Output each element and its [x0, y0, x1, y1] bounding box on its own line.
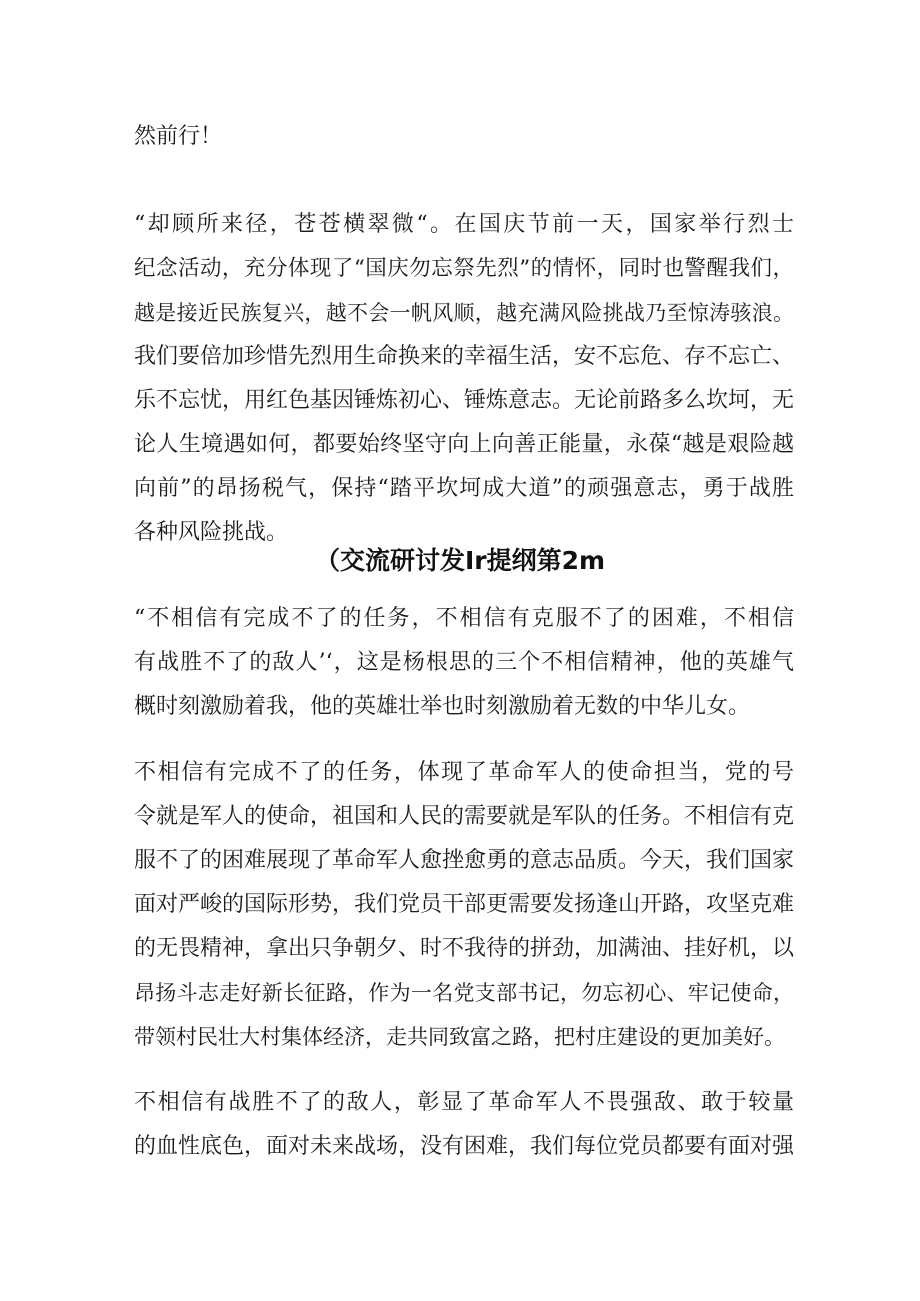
- text-line: 的血性底色，面对未来战场，没有困难，我们每位党员都要有面对强: [134, 1134, 795, 1159]
- text-line: 论人生境遇如何，都要始终坚守向上向善正能量，永葆“越是艰险越: [134, 432, 794, 457]
- text-line: 越是接近民族复兴，越不会一帆风顺，越充满风险挑战乃至惊涛骇浪。: [134, 301, 794, 325]
- section-heading: （交流研讨发Ir提纲第2m: [314, 546, 606, 575]
- text-line: 有战胜不了的敌人’‘，这是杨根思的三个不相信精神，他的英雄气: [134, 650, 794, 675]
- text-line: 各种风险挑战。: [134, 520, 289, 545]
- text-line: “却顾所来径，苍苍横翠微“。在国庆节前一天，国家举行烈士: [134, 212, 794, 237]
- text-line: 概时刻激励着我，他的英雄壮举也时刻激励着无数的中华儿女。: [134, 694, 751, 719]
- text-line: “不相信有完成不了的任务，不相信有克服不了的困难，不相信: [134, 606, 794, 631]
- text-line: 向前”的昂扬税气，保持“踏平坎坷成大道”的顽强意志，勇于战胜: [134, 476, 794, 501]
- text-line: 面对严峻的国际形势，我们党员干部更需要发扬逢山开路，攻坚克难: [134, 892, 795, 917]
- text-line: 服不了的困难展现了革命军人愈挫愈勇的意志品质。今天，我们国家: [134, 848, 795, 873]
- text-line: 的无畏精神，拿出只争朝夕、时不我待的拼劲，加满油、挂好机，以: [134, 936, 795, 961]
- text-line: 不相信有战胜不了的敌人，彰显了革命军人不畏强敌、敢于较量: [134, 1090, 794, 1115]
- text-line: 令就是军人的使命，祖国和人民的需要就是军队的任务。不相信有克: [134, 804, 795, 829]
- text-line: 纪念活动，充分体现了“国庆勿忘祭先烈”的情怀，同时也警醒我们，: [134, 256, 794, 281]
- text-line: 昂扬斗志走好新长征路，作为一名党支部书记，勿忘初心、牢记使命，: [134, 981, 794, 1005]
- text-line: 不相信有完成不了的任务，体现了革命军人的使命担当，党的号: [134, 760, 794, 785]
- text-line: 我们要倍加珍惜先烈用生命换来的幸福生活，安不忘危、存不忘亡、: [134, 344, 795, 369]
- text-line: 带领村民壮大村集体经济，走共同致富之路，把村庄建设的更加美好。: [134, 1025, 785, 1049]
- text-line: 然前行！: [134, 124, 223, 149]
- text-line: 乐不忘忧，用红色基因锤炼初心、锤炼意志。无论前路多么坎坷，无: [134, 388, 795, 413]
